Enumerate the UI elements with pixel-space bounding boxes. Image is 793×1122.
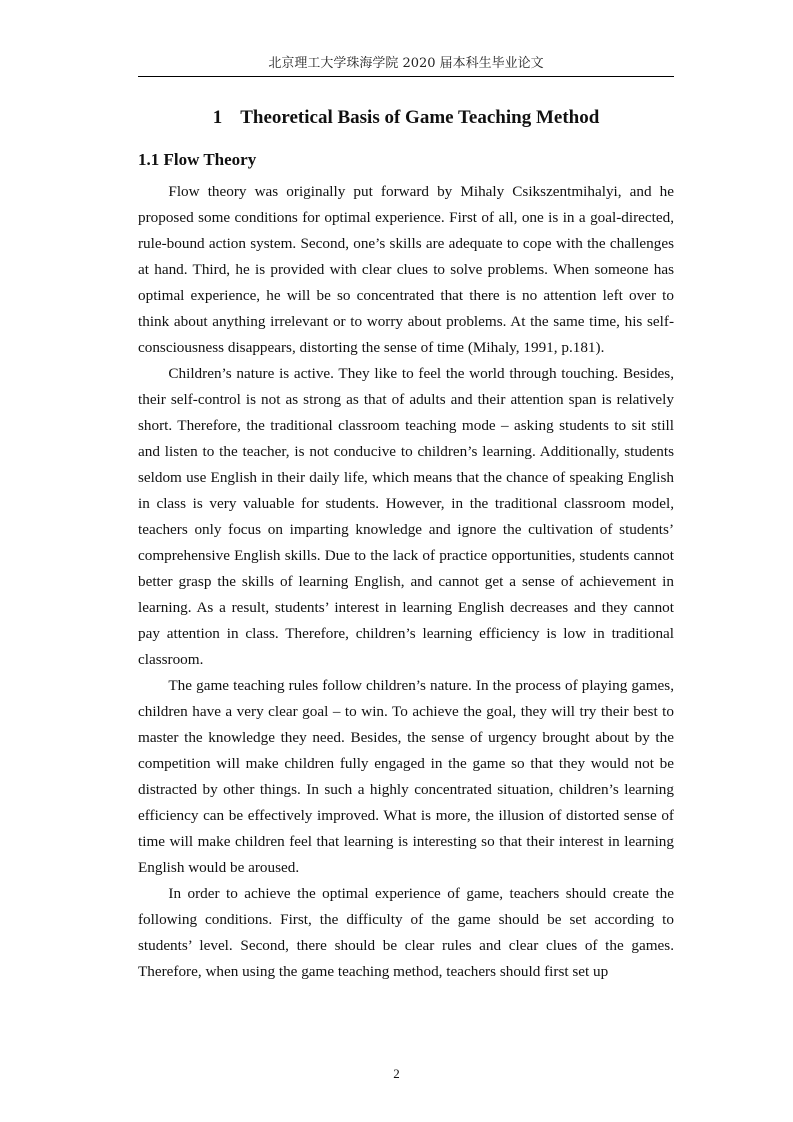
paragraph: Children’s nature is active. They like to feel the world through touching. Besides, their self-control is not as strong as that of adults and their attention span is relatively short. Therefore, the traditional classroom teaching mode – asking students to sit still and listen to the teacher, is not conducive to children’s learning. Additionally, students seldom use English in their daily life, which means that the chance of speaking English in class is very valuable for students. However, in the traditional classroom model, teachers only focus on imparting knowledge and ignore the cultivation of students’ comprehensive English skills. Due to the lack of practice opportunities, students cannot better grasp the skills of learning English, and cannot get a sense of achievement in learning. As a result, students’ interest in learning English decreases and they cannot pay attention in class. Therefore, children’s learning efficiency is low in traditional classroom. (138, 365, 674, 668)
chapter-title (138, 104, 674, 132)
section-title: 1.1 Flow Theory (138, 150, 257, 169)
page-number: 2 (393, 1066, 400, 1081)
running-header: 北京理工大学珠海学院 2020 届本科生毕业论文 (268, 56, 544, 71)
header-rule (138, 76, 674, 77)
chapter-number: 1 (212, 107, 223, 128)
body-text (138, 179, 674, 985)
paragraph: In order to achieve the optimal experience of game, teachers should create the following conditions. First, the difficulty of the game should be set according to students’ level. Second, there should be clear rules and clear clues of the games. Therefore, when using the game teaching method, teachers should first set up (138, 885, 674, 980)
chapter-title-text: Theoretical Basis of Game Teaching Method (240, 107, 600, 128)
paragraph: The game teaching rules follow children’s nature. In the process of playing games, children have a very clear goal – to win. To achieve the goal, they will try their best to master the knowledge they need. Besides, the sense of urgency brought about by the competition will make children fully engaged in the game so that they would not be distracted by other things. In such a highly concentrated situation, children’s learning efficiency can be effectively improved. What is more, the illusion of distorted sense of time will make children feel that learning is interesting so that their interest in learning English would be aroused. (138, 677, 674, 876)
paragraph: Flow theory was originally put forward by Mihaly Csikszentmihalyi, and he proposed some conditions for optimal experience. First of all, one is in a goal-directed, rule-bound action system. Second, one’s skills are adequate to cope with the challenges at hand. Third, he is provided with clear clues to solve problems. When someone has optimal experience, he will be so concentrated that there is no attention left over to think about anything irrelevant or to worry about problems. At the same time, his self-consciousness disappears, distorting the sense of time (Mihaly, 1991, p.181). (138, 183, 674, 356)
